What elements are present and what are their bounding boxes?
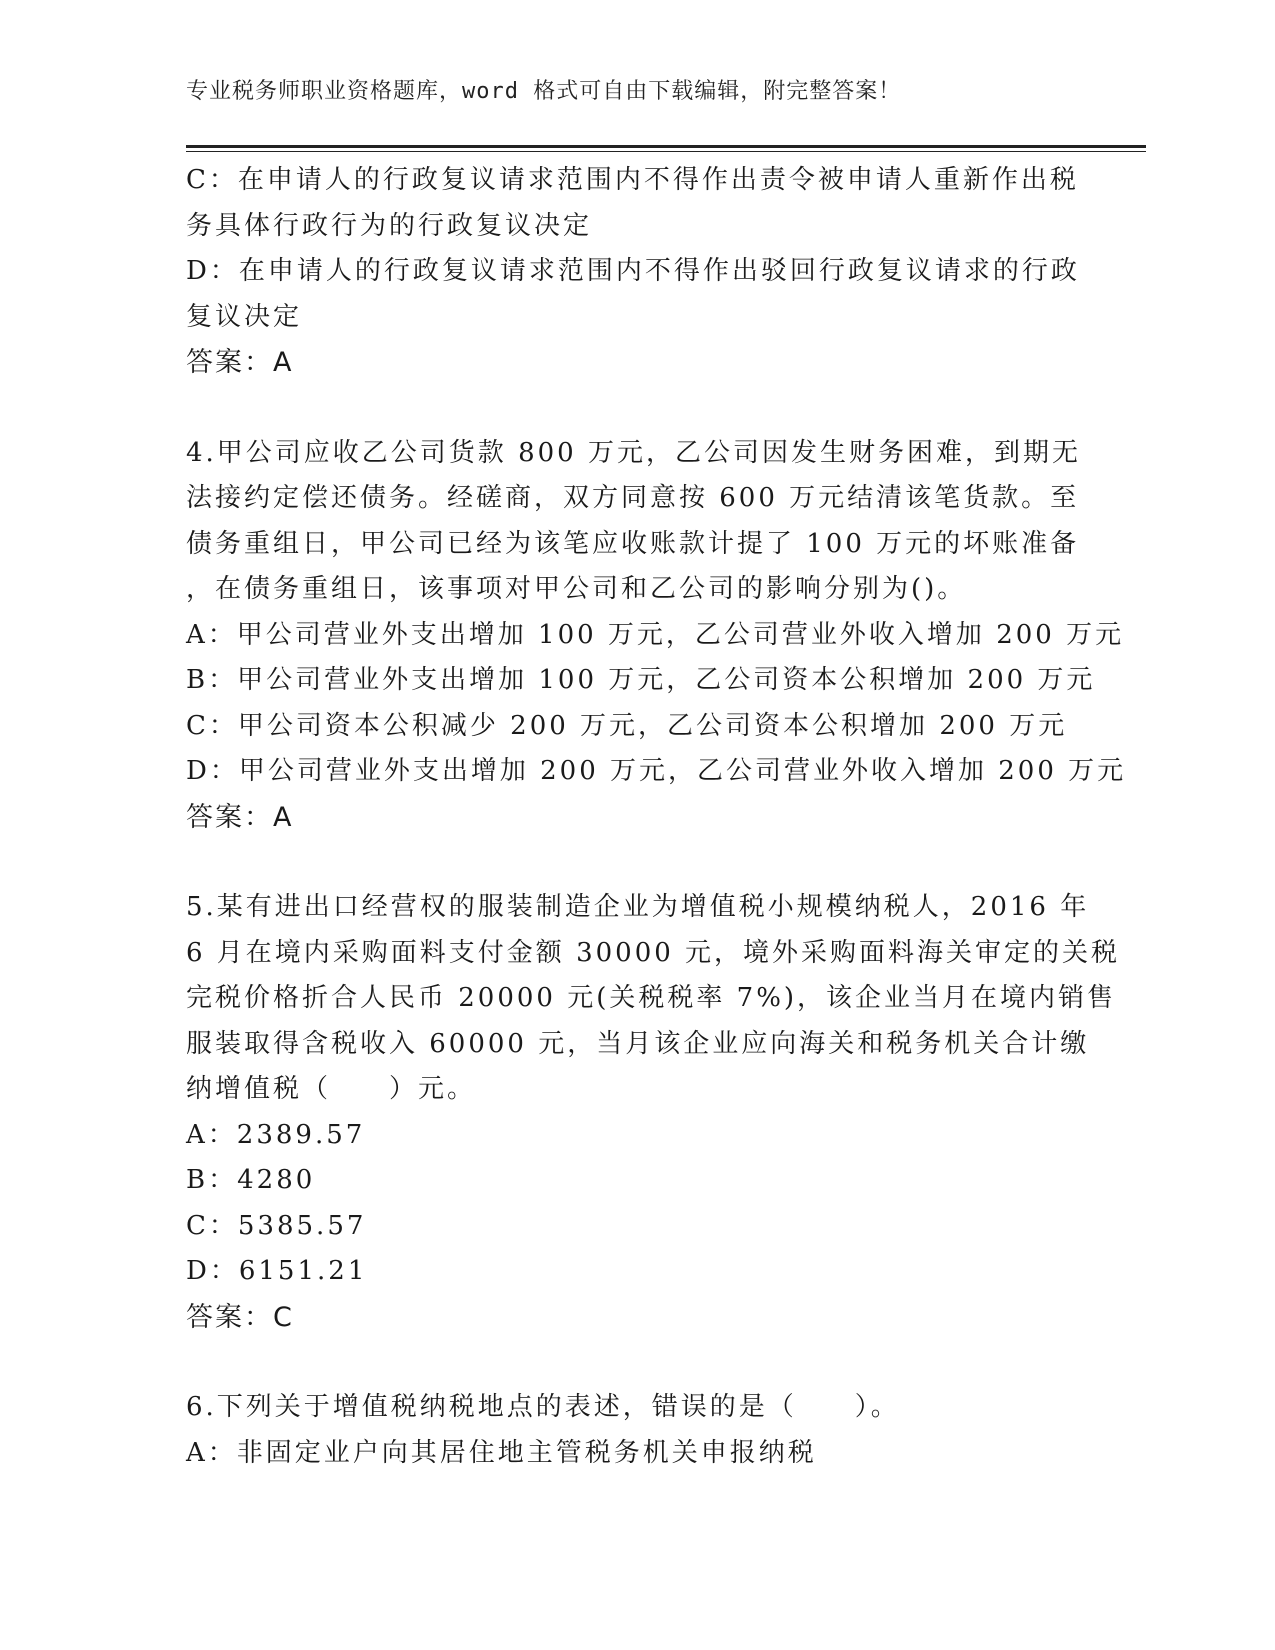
question-4 <box>186 431 1127 841</box>
question-stem: 6 月在境内采购面料支付金额 30000 元，境外采购面料海关审定的关税 <box>186 937 1121 968</box>
document-body <box>186 158 1127 1476</box>
header-rule-thin <box>186 151 1146 152</box>
question-3-tail <box>186 158 1086 386</box>
question-stem: 5.某有进出口经营权的服装制造企业为增值税小规模纳税人，2016 年 <box>186 892 1090 922</box>
page-header: 专业税务师职业资格题库，word 格式可自由下载编辑，附完整答案！ <box>186 79 902 104</box>
option-d: D：在申请人的行政复议请求范围内不得作出驳回行政复议请求的行政 <box>186 256 1080 286</box>
spacer <box>186 386 1086 431</box>
option-d-continued: 复议决定 <box>186 301 303 332</box>
option-c: C：在申请人的行政复议请求范围内不得作出责令被申请人重新作出税 <box>186 165 1079 195</box>
question-stem: ，在债务重组日，该事项对甲公司和乙公司的影响分别为()。 <box>186 574 967 604</box>
spacer <box>186 1340 1086 1385</box>
option-d: D：甲公司营业外支出增加 200 万元，乙公司营业外收入增加 200 万元 <box>186 756 1127 786</box>
question-stem: 完税价格折合人民币 20000 元(关税税率 7%)，该企业当月在境内销售 <box>186 983 1117 1013</box>
question-stem: 纳增值税（ ）元。 <box>186 1074 477 1104</box>
question-stem: 服装取得含税收入 60000 元，当月该企业应向海关和税务机关合计缴 <box>186 1028 1090 1059</box>
option-b: B：甲公司营业外支出增加 100 万元，乙公司资本公积增加 200 万元 <box>186 665 1096 695</box>
option-d: D：6151.21 <box>186 1256 368 1286</box>
question-stem: 法接约定偿还债务。经磋商，双方同意按 600 万元结清该笔货款。至 <box>186 483 1080 513</box>
question-stem: 4.甲公司应收乙公司货款 800 万元，乙公司因发生财务困难，到期无 <box>186 437 1081 468</box>
question-5 <box>186 885 1121 1340</box>
answer: 答案：C <box>186 1301 294 1333</box>
answer: 答案：A <box>186 347 294 378</box>
question-6 <box>186 1385 1086 1476</box>
answer: 答案：A <box>186 801 294 833</box>
header-rule-thick <box>186 145 1146 148</box>
spacer <box>186 840 1086 885</box>
option-c: C：5385.57 <box>186 1210 367 1241</box>
question-stem: 6.下列关于增值税纳税地点的表述，错误的是（ ）。 <box>186 1392 900 1422</box>
option-b: B：4280 <box>186 1165 316 1195</box>
option-a: A：甲公司营业外支出增加 100 万元，乙公司营业外收入增加 200 万元 <box>186 619 1125 650</box>
option-a: A：非固定业户向其居住地主管税务机关申报纳税 <box>186 1437 817 1468</box>
option-c-continued: 务具体行政行为的行政复议决定 <box>186 210 593 241</box>
question-stem: 债务重组日，甲公司已经为该笔应收账款计提了 100 万元的坏账准备 <box>186 528 1080 559</box>
option-a: A：2389.57 <box>186 1119 366 1150</box>
option-c: C：甲公司资本公积减少 200 万元，乙公司资本公积增加 200 万元 <box>186 710 1068 741</box>
